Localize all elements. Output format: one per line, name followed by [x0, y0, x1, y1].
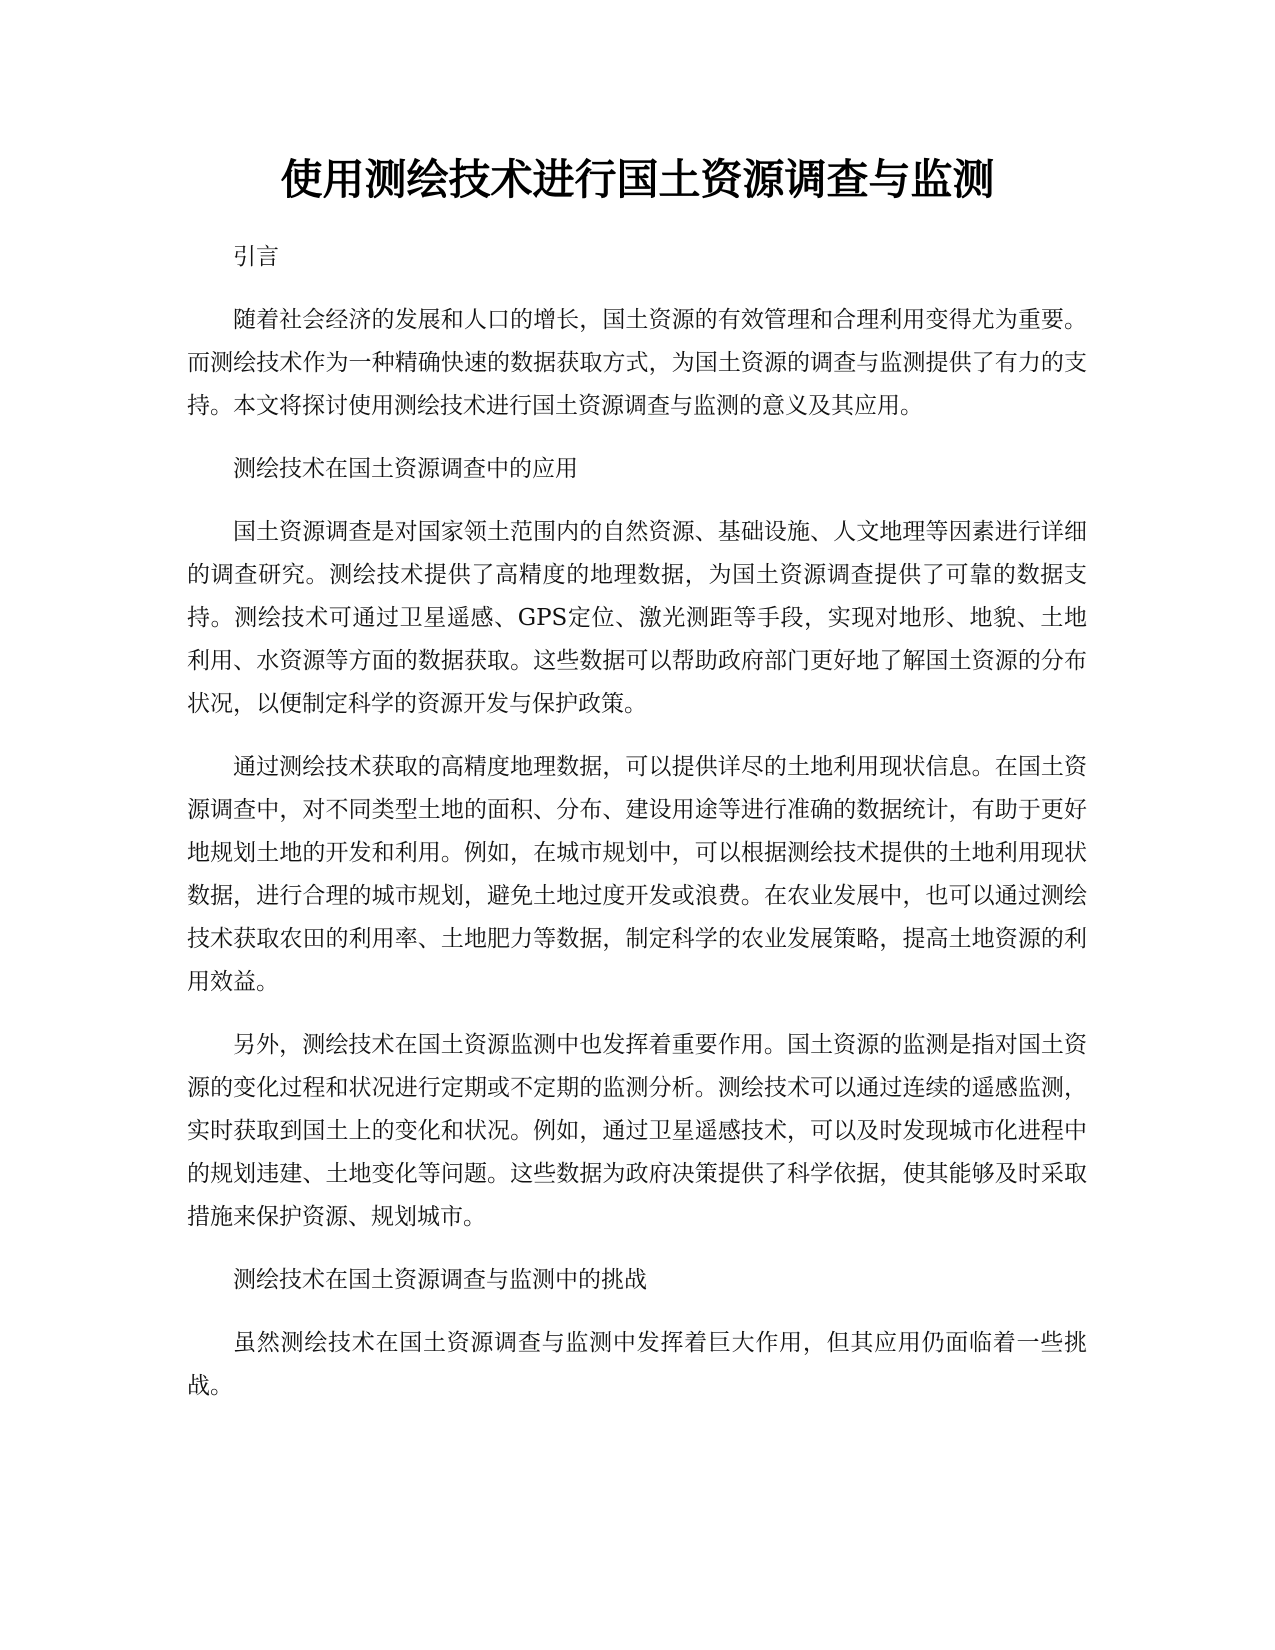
document-title: 使用测绘技术进行国土资源调查与监测	[280, 155, 995, 204]
section-heading-survey-application: 测绘技术在国土资源调查中的应用	[233, 456, 578, 482]
section-heading-challenges: 测绘技术在国土资源调查与监测中的挑战	[233, 1267, 647, 1293]
paragraph-intro: 随着社会经济的发展和人口的增长，国土资源的有效管理和合理利用变得尤为重要。而测绘技术作为一种精确快速的数据获取方式，为国土资源的调查与监测提供了有力的支持。本文将探讨使用测绘技术进行国土资源调查与监测的意义及其应用。	[187, 307, 1087, 419]
paragraph-survey-1: 国土资源调查是对国家领土范围内的自然资源、基础设施、人文地理等因素进行详细的调查研究。测绘技术提供了高精度的地理数据，为国土资源调查提供了可靠的数据支持。测绘技术可通过卫星遥感、GPS定位、激光测距等手段，实现对地形、地貌、土地利用、水资源等方面的数据获取。这些数据可以帮助政府部门更好地了解国土资源的分布状况，以便制定科学的资源开发与保护政策。	[187, 519, 1087, 717]
paragraph-monitoring: 另外，测绘技术在国土资源监测中也发挥着重要作用。国土资源的监测是指对国土资源的变化过程和状况进行定期或不定期的监测分析。测绘技术可以通过连续的遥感监测，实时获取到国土上的变化和状况。例如，通过卫星遥感技术，可以及时发现城市化进程中的规划违建、土地变化等问题。这些数据为政府决策提供了科学依据，使其能够及时采取措施来保护资源、规划城市。	[187, 1032, 1087, 1230]
document-body	[187, 236, 1087, 1428]
paragraph-challenges: 虽然测绘技术在国土资源调查与监测中发挥着巨大作用，但其应用仍面临着一些挑战。	[187, 1330, 1087, 1399]
paragraph-survey-2: 通过测绘技术获取的高精度地理数据，可以提供详尽的土地利用现状信息。在国土资源调查中，对不同类型土地的面积、分布、建设用途等进行准确的数据统计，有助于更好地规划土地的开发和利用。例如，在城市规划中，可以根据测绘技术提供的土地利用现状数据，进行合理的城市规划，避免土地过度开发或浪费。在农业发展中，也可以通过测绘技术获取农田的利用率、土地肥力等数据，制定科学的农业发展策略，提高土地资源的利用效益。	[187, 754, 1087, 995]
section-heading-intro: 引言	[233, 244, 279, 270]
